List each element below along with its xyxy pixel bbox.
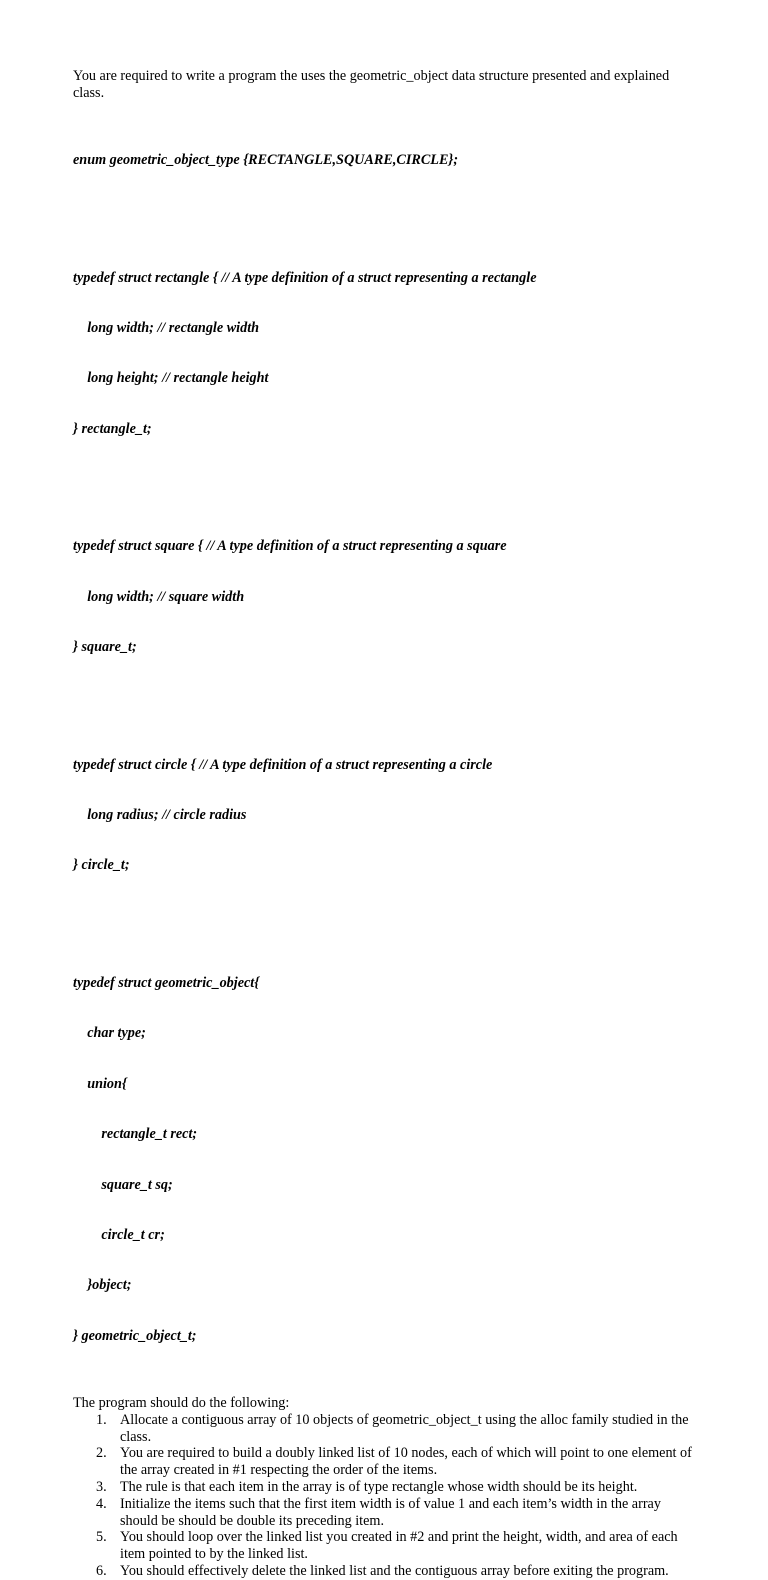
code-circle-line: long radius; // circle radius bbox=[73, 807, 247, 824]
task-item bbox=[73, 1563, 693, 1580]
code-rectangle-line: long height; // rectangle height bbox=[73, 370, 269, 387]
task-item bbox=[73, 1445, 693, 1479]
spacer bbox=[73, 102, 693, 119]
code-rectangle-line: } rectangle_t; bbox=[73, 420, 152, 437]
code-geometric-object-line: square_t sq; bbox=[73, 1176, 173, 1193]
task-text: Initialize the items such that the first item width is of value 1 and each item’s width in the array should be should be double its preceding item. bbox=[120, 1495, 661, 1529]
code-geometric-object-line: typedef struct geometric_object{ bbox=[73, 975, 260, 992]
code-enum-line: enum geometric_object_type {RECTANGLE,SQUARE,CIRCLE}; bbox=[73, 151, 459, 168]
code-geometric-object-line: rectangle_t rect; bbox=[73, 1126, 198, 1143]
code-blank bbox=[73, 908, 693, 925]
code-rectangle-line: long width; // rectangle width bbox=[73, 319, 260, 336]
code-geometric-object-line: } geometric_object_t; bbox=[73, 1327, 197, 1344]
task-list bbox=[73, 1412, 693, 1580]
task-item bbox=[73, 1479, 693, 1496]
spacer bbox=[73, 1378, 693, 1395]
code-square-line: } square_t; bbox=[73, 639, 137, 656]
code-circle-line: typedef struct circle { // A type definition of a struct representing a circle bbox=[73, 756, 493, 773]
task-number: 4. bbox=[96, 1495, 107, 1512]
task-item bbox=[73, 1412, 693, 1446]
code-blank bbox=[73, 202, 693, 219]
code-square-line: typedef struct square { // A type definition of a struct representing a square bbox=[73, 538, 507, 555]
task-list-intro: The program should do the following: bbox=[73, 1394, 290, 1411]
intro-paragraph: You are required to write a program the uses the geometric_object data structure presented and explained class. bbox=[73, 68, 670, 101]
code-circle-line: } circle_t; bbox=[73, 857, 130, 874]
code-geometric-object-line: circle_t cr; bbox=[73, 1226, 165, 1243]
task-text: Allocate a contiguous array of 10 objects of geometric_object_t using the alloc family studied in the class. bbox=[120, 1411, 689, 1445]
task-item bbox=[73, 1496, 693, 1530]
task-text: You should effectively delete the linked list and the contiguous array before exiting the program. bbox=[120, 1562, 669, 1579]
code-geometric-object-line: union{ bbox=[73, 1075, 127, 1092]
code-geometric-object-line: }object; bbox=[73, 1277, 132, 1294]
task-number: 6. bbox=[96, 1562, 107, 1579]
document-page bbox=[73, 68, 693, 1580]
code-blank bbox=[73, 471, 693, 488]
code-block bbox=[73, 118, 693, 1378]
task-text: The rule is that each item in the array is of type rectangle whose width should be its height. bbox=[120, 1478, 638, 1495]
code-square-line: long width; // square width bbox=[73, 588, 245, 605]
code-geometric-object-line: char type; bbox=[73, 1025, 146, 1042]
code-rectangle-line: typedef struct rectangle { // A type definition of a struct representing a rectangle bbox=[73, 269, 537, 286]
task-number: 1. bbox=[96, 1411, 107, 1428]
task-number: 3. bbox=[96, 1478, 107, 1495]
task-number: 2. bbox=[96, 1445, 107, 1462]
task-item bbox=[73, 1529, 693, 1563]
task-text: You should loop over the linked list you created in #2 and print the height, width, and area of each item pointed to by the linked list. bbox=[120, 1529, 678, 1563]
task-text: You are required to build a doubly linked list of 10 nodes, each of which will point to one element of the array created in #1 respecting the order of the items. bbox=[120, 1445, 692, 1479]
code-blank bbox=[73, 689, 693, 706]
task-number: 5. bbox=[96, 1529, 107, 1546]
